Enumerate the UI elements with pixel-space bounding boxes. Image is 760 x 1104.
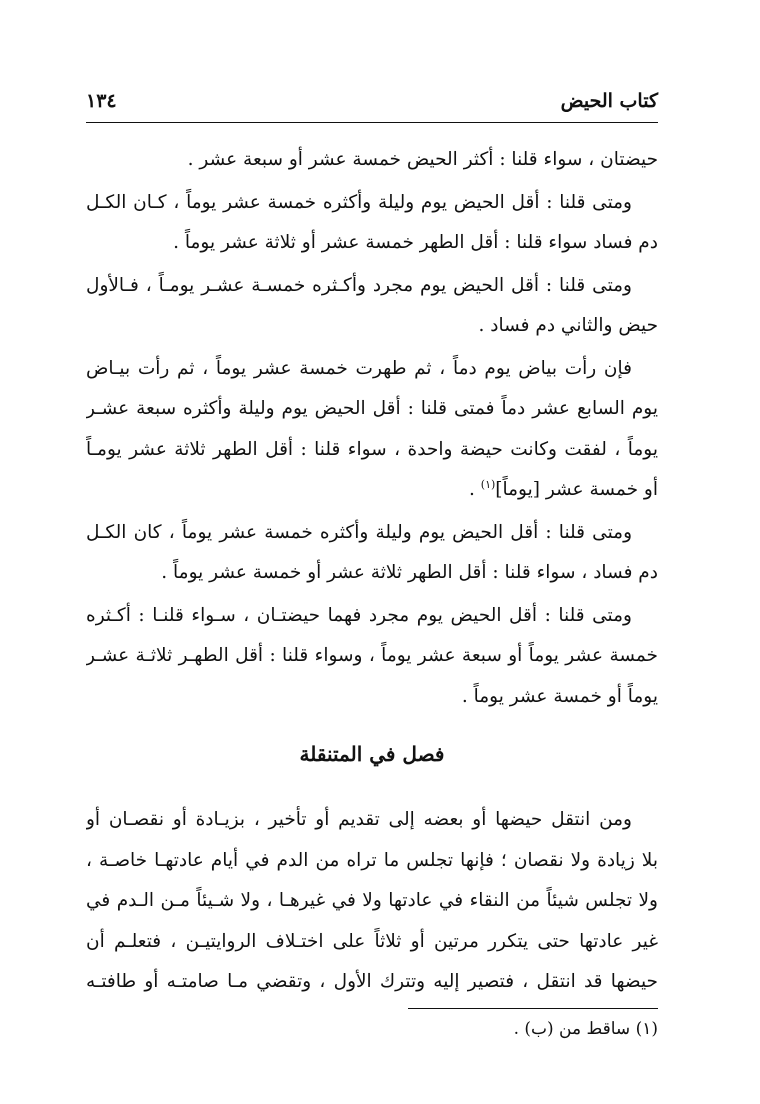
footnote-divider	[408, 1008, 658, 1009]
running-header	[86, 82, 658, 123]
footnote: (١) ساقط من (ب) .	[513, 1019, 658, 1039]
text-line-with-footnote	[86, 470, 658, 511]
text-line: ومتى قلنا : أقل الحيض يوم وليلة وأكثره خمسة عشر يوماً ، كـان الكـل	[86, 191, 632, 213]
footnote-marker: (١)	[480, 477, 496, 491]
running-title: كتاب الحيض	[560, 90, 658, 112]
text-line: ومتى قلنا : أقل الحيض يوم مجرد فهما حيضتـان ، سـواء قلنـا : أكـثره	[86, 604, 632, 626]
text-line: دم فساد سواء قلنا : أقل الطهر خمسة عشر أو ثلاثة عشر يوماً .	[173, 232, 658, 253]
text-line: ومتى قلنا : أقل الحيض يوم مجرد وأكـثره خمسـة عشـر يومـاً ، فـالأول	[86, 274, 632, 296]
text-line: غير عادتها حتى يتكرر مرتين أو ثلاثاً على اختـلاف الروايتيـن ، فتعلـم أن	[86, 930, 658, 952]
text-line: حيضتان ، سواء قلنا : أكثر الحيض خمسة عشر أو سبعة عشر .	[187, 149, 658, 170]
text-line: حيض والثاني دم فساد .	[478, 315, 658, 336]
text-line: فإن رأت بياض يوم دماً ، ثم طهرت خمسة عشر يوماً ، ثم رأت بيـاض	[86, 357, 632, 379]
page-number: ١٣٤	[86, 90, 117, 112]
text-line-content: أو خمسة عشر [يوماً]	[495, 479, 658, 500]
text-line: ومن انتقل حيضها أو بعضه إلى تقديم أو تأخير ، بزيـادة أو نقصـان أو	[86, 809, 632, 830]
text-line: خمسة عشر يوماً أو سبعة عشر يوماً ، وسواء قلنا : أقل الطهـر ثلاثـة عشـر	[86, 645, 658, 666]
text-line: دم فساد ، سواء قلنا : أقل الطهر ثلاثة عشر أو خمسة عشر يوماً .	[161, 562, 658, 583]
text-line: ولا تجلس شيئاً من النقاء في عادتها ولا في غيرهـا ، ولا شـيئاً مـن الـدم في	[86, 890, 658, 911]
text-line: حيضها قد انتقل ، فتصير إليه وتترك الأول ، وتقضي مـا صامتـه أو طافتـه	[86, 971, 658, 992]
text-line: يوماً أو خمسة عشر يوماً .	[461, 685, 658, 707]
text-line: يوماً ، لفقت وكانت حيضة واحدة ، سواء قلنا : أقل الطهر ثلاثة عشر يومـاً	[86, 438, 658, 460]
text-line: بلا زيادة ولا نقصان ؛ فإنها تجلس ما تراه من الدم في أيام عادتهـا خاصـة ،	[86, 849, 658, 871]
section-text-block	[86, 800, 658, 1003]
text-line-end: .	[469, 479, 481, 500]
text-line: يوم السابع عشر دماً فمتى قلنا : أقل الحيض يوم وليلة وأكثره سبعة عشـر	[86, 398, 658, 419]
section-heading: فصل في المتنقلة	[299, 742, 445, 766]
main-text-block	[86, 140, 658, 717]
text-line: ومتى قلنا : أقل الحيض يوم وليلة وأكثره خمسة عشر يوماً ، كان الكـل	[86, 521, 632, 543]
